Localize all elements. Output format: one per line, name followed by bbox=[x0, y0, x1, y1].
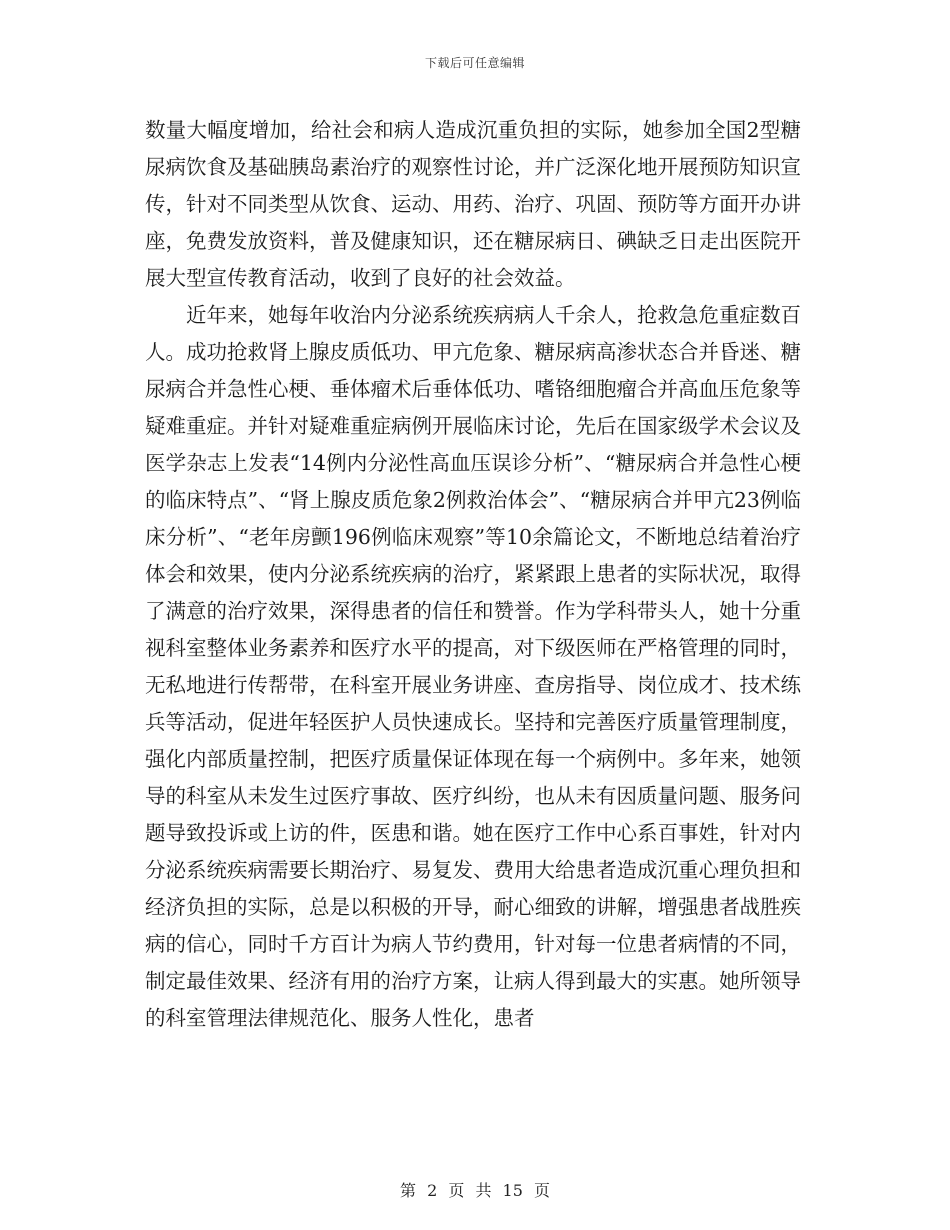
paragraph-1: 数量大幅度增加，给社会和病人造成沉重负担的实际，她参加全国2型糖尿病饮食及基础胰岛素治疗的观察性讨论，并广泛深化地开展预防知识宣传，针对不同类型从饮食、运动、用药、治疗、巩固、预防等方面开办讲座，免费发放资料，普及健康知识，还在糖尿病日、碘缺乏日走出医院开展大型宣传教育活动，收到了良好的社会效益。 bbox=[145, 118, 801, 290]
page-footer: 第 2 页 共 15 页 bbox=[400, 1181, 550, 1200]
paragraph-2: 近年来，她每年收治内分泌系统疾病病人千余人，抢救急危重症数百人。成功抢救肾上腺皮质低功、甲亢危象、糖尿病高渗状态合并昏迷、糖尿病合并急性心梗、垂体瘤术后垂体低功、嗜铬细胞瘤合并高血压危象等疑难重症。并针对疑难重症病例开展临床讨论，先后在国家级学术会议及医学杂志上发表“14例内分泌性高血压误诊分析”、“糖尿病合并急性心梗的临床特点”、“肾上腺皮质危象2例救治体会”、“糖尿病合并甲亢23例临床分析”、“老年房颤196例临床观察”等10余篇论文，不断地总结着治疗体会和效果，使内分泌系统疾病的治疗，紧紧跟上患者的实际状况，取得了满意的治疗效果，深得患者的信任和赞誉。作为学科带头人，她十分重视科室整体业务素养和医疗水平的提高，对下级医师在严格管理的同时，无私地进行传帮带，在科室开展业务讲座、查房指导、岗位成才、技术练兵等活动，促进年轻医护人员快速成长。坚持和完善医疗质量管理制度，强化内部质量控制，把医疗质量保证体现在每一个病例中。多年来，她领导的科室从未发生过医疗事故、医疗纠纷，也从未有因质量问题、服务问题导致投诉或上访的件，医患和谐。她在医疗工作中心系百事姓，针对内分泌系统疾病需要长期治疗、易复发、费用大给患者造成沉重心理负担和经济负担的实际，总是以积极的开导，耐心细致的讲解，增强患者战胜疾病的信心，同时千方百计为病人节约费用，针对每一位患者病情的不同，制定最佳效果、经济有用的治疗方案，让病人得到最大的实惠。她所领导的科室管理法律规范化、服务人性化，患者 bbox=[145, 303, 801, 1030]
page-header: 下载后可任意编辑 bbox=[424, 56, 525, 70]
document-body bbox=[145, 112, 801, 1037]
